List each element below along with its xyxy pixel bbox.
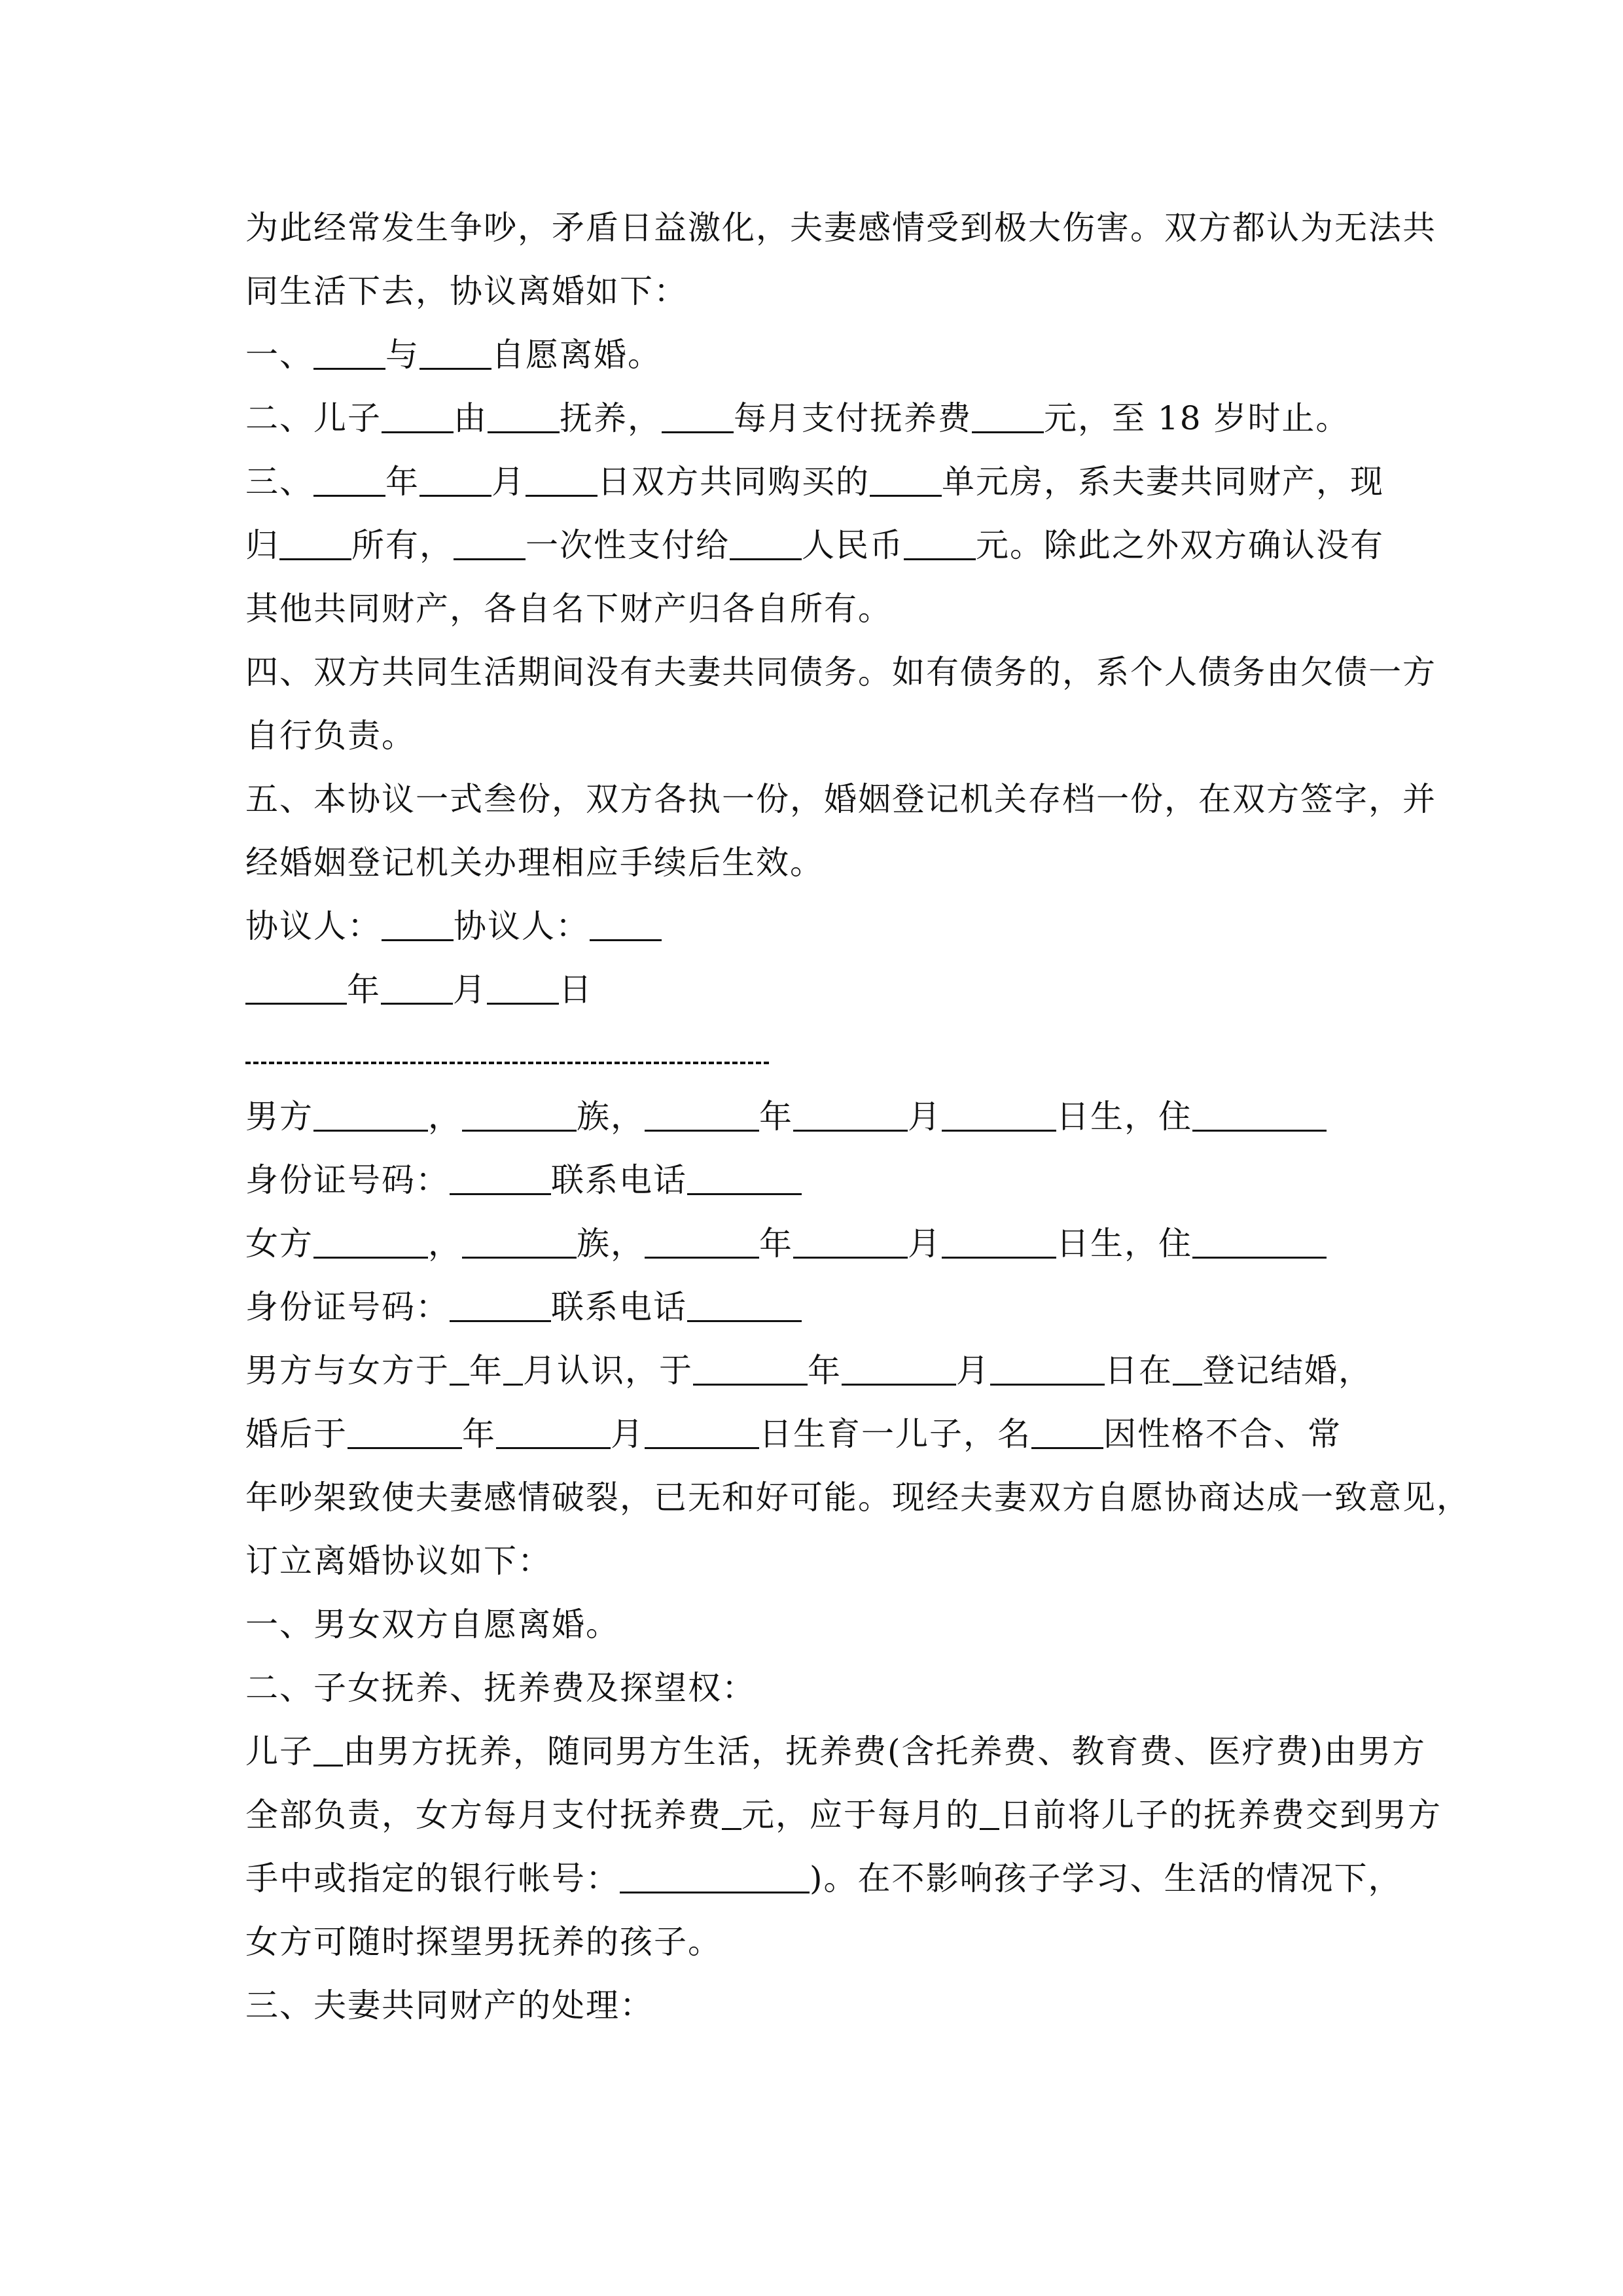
text: 族， [577, 1225, 645, 1263]
intro-line-1 [245, 196, 1436, 260]
text: 月 [908, 1098, 942, 1136]
blank-support-amount[interactable] [722, 1787, 741, 1830]
text: 月认识，于 [523, 1352, 693, 1390]
text: 联系电话 [551, 1288, 687, 1326]
blank-son-name[interactable] [382, 391, 454, 433]
text: 归 [245, 526, 279, 564]
female-info-line [245, 1212, 1384, 1276]
text: 年 [808, 1352, 842, 1390]
clause-3-line-2 [245, 514, 1384, 577]
document-page [245, 196, 1471, 2037]
blank-son-name[interactable] [313, 1724, 343, 1767]
blank-met-month[interactable] [503, 1343, 523, 1386]
text: 元，应于每月的 [741, 1796, 980, 1834]
blank-child-birth-year[interactable] [348, 1407, 462, 1449]
blank-met-year[interactable] [450, 1343, 469, 1386]
section-divider [245, 1022, 1384, 1085]
marriage-line-4 [245, 1530, 1384, 1593]
item-3-title [245, 1974, 1384, 2037]
signatory-label-2: 协议人： [454, 907, 590, 945]
text: 女方可随时探望男抚养的孩子。 [245, 1923, 722, 1961]
blank-year[interactable] [245, 962, 347, 1005]
text: 与 [385, 336, 419, 374]
text: 抚养， [560, 399, 662, 437]
text: 年 [759, 1098, 793, 1136]
text: 月 [956, 1352, 990, 1390]
clause-5-line-1 [245, 768, 1436, 831]
item-2-line-2 [245, 1784, 1442, 1847]
text: 元，至 18 岁时止。 [1044, 399, 1350, 437]
text: 三、夫妻共同财产的处理： [245, 1986, 654, 2024]
text: 四、双方共同生活期间没有夫妻共同债务。如有债务的，系个人债务由欠债一方 [245, 653, 1436, 691]
blank-party-a[interactable] [313, 327, 385, 370]
text: 年吵架致使夫妻感情破裂，已无和好可能。现经夫妻双方自愿协商达成一致意见， [245, 1479, 1471, 1516]
text: 月 [611, 1415, 645, 1453]
text: 人民币 [802, 526, 904, 564]
clause-3-line-3 [245, 577, 1384, 641]
text: 年 [462, 1415, 496, 1453]
text: 日双方共同购买的 [597, 463, 870, 501]
blank-owner[interactable] [279, 518, 351, 560]
text: 年 [347, 971, 381, 1009]
blank-female-birth-month[interactable] [793, 1216, 908, 1259]
blank-child-name[interactable] [1031, 1407, 1103, 1449]
item-1 [245, 1593, 1384, 1657]
text: 因性格不合、常 [1103, 1415, 1342, 1453]
text: 自愿离婚。 [491, 336, 662, 374]
blank-child-birth-month[interactable] [496, 1407, 611, 1449]
text: 由 [454, 399, 488, 437]
blank-marriage-month[interactable] [842, 1343, 956, 1386]
text: 日生，住 [1056, 1225, 1192, 1263]
clause-3-line-1 [245, 450, 1384, 514]
text: 五、本协议一式叁份，双方各执一份，婚姻登记机关存档一份，在双方签字，并 [245, 780, 1436, 818]
text: 身份证号码： [245, 1288, 450, 1326]
blank-male-address[interactable] [1192, 1089, 1327, 1132]
blank-female-name[interactable] [313, 1216, 428, 1259]
clause-4-line-2 [245, 704, 1384, 768]
text: 日生，住 [1056, 1098, 1192, 1136]
text: 订立离婚协议如下： [245, 1542, 552, 1580]
text: 为此经常发生争吵，矛盾日益激化，夫妻感情受到极大伤害。双方都认为无法共 [245, 209, 1436, 247]
male-id-line [245, 1149, 1384, 1212]
blank-month[interactable] [419, 454, 491, 497]
blank-male-id-number[interactable] [450, 1153, 551, 1195]
blank-bank-account[interactable] [620, 1851, 810, 1893]
marriage-line-1 [245, 1339, 1384, 1403]
text: 月 [491, 463, 526, 501]
blank-day[interactable] [526, 454, 597, 497]
text: 所有， [351, 526, 454, 564]
text: 同生活下去，协议离婚如下： [245, 272, 688, 310]
blank-child-birth-day[interactable] [645, 1407, 759, 1449]
text: 经婚姻登记机关办理相应手续后生效。 [245, 844, 824, 882]
blank-custodian[interactable] [488, 391, 560, 433]
item-2-line-1 [245, 1720, 1427, 1784]
blank-female-birth-year[interactable] [645, 1216, 759, 1259]
text: ， [428, 1098, 462, 1136]
text: ， [428, 1225, 462, 1263]
text: 每月支付抚养费 [734, 399, 972, 437]
blank-unit[interactable] [870, 454, 942, 497]
text: 联系电话 [551, 1161, 687, 1199]
text: 由男方抚养，随同男方生活，抚养费(含托养费、教育费、医疗费)由男方 [343, 1732, 1427, 1770]
blank-due-day[interactable] [980, 1787, 999, 1830]
blank-month[interactable] [381, 962, 453, 1005]
male-info-line [245, 1085, 1384, 1149]
date-line [245, 958, 1384, 1022]
blank-payee[interactable] [730, 518, 802, 560]
blank-marriage-day[interactable] [990, 1343, 1105, 1386]
text: 日前将儿子的抚养费交到男方 [999, 1796, 1442, 1834]
clause-2 [245, 387, 1384, 450]
blank-female-phone[interactable] [687, 1280, 802, 1322]
text: 女方 [245, 1225, 313, 1263]
divider-line [245, 1029, 769, 1064]
blank-female-id-number[interactable] [450, 1280, 551, 1322]
blank-marriage-year[interactable] [693, 1343, 808, 1386]
blank-female-address[interactable] [1192, 1216, 1327, 1259]
text: 单元房，系夫妻共同财产，现 [942, 463, 1384, 501]
text: 男方 [245, 1098, 313, 1136]
female-id-line [245, 1276, 1384, 1339]
clause-1 [245, 323, 1384, 387]
blank-rmb-amount[interactable] [904, 518, 976, 560]
text: 三、 [245, 463, 313, 501]
blank-male-birth-month[interactable] [793, 1089, 908, 1132]
signatory-label-1: 协议人： [245, 907, 382, 945]
item-2-title [245, 1657, 1384, 1720]
text: 身份证号码： [245, 1161, 450, 1199]
text: 全部负责，女方每月支付抚养费 [245, 1796, 722, 1834]
blank-male-birth-year[interactable] [645, 1089, 759, 1132]
blank-amount[interactable] [972, 391, 1044, 433]
blank-signatory-1[interactable] [382, 899, 454, 941]
text: 年 [759, 1225, 793, 1263]
text: 其他共同财产，各自名下财产归各自所有。 [245, 590, 892, 628]
text: 一次性支付给 [526, 526, 730, 564]
text: 男方与女方于 [245, 1352, 450, 1390]
clause-4-line-1 [245, 641, 1436, 704]
blank-male-birth-day[interactable] [942, 1089, 1056, 1132]
text: 日生育一儿子，名 [759, 1415, 1031, 1453]
text: 月 [908, 1225, 942, 1263]
item-2-line-3 [245, 1847, 1402, 1910]
text: 儿子 [245, 1732, 313, 1770]
blank-male-ethnicity[interactable] [462, 1089, 577, 1132]
text: 一、 [245, 336, 313, 374]
clause-5-line-2 [245, 831, 1384, 895]
text: 登记结婚， [1202, 1352, 1372, 1390]
text: 月 [453, 971, 487, 1009]
text: 婚后于 [245, 1415, 348, 1453]
blank-female-birth-day[interactable] [942, 1216, 1056, 1259]
blank-registry-place[interactable] [1173, 1343, 1202, 1386]
blank-male-name[interactable] [313, 1089, 428, 1132]
text: 自行负责。 [245, 717, 416, 755]
text: 二、子女抚养、抚养费及探望权： [245, 1669, 756, 1707]
intro-line-2 [245, 260, 1384, 323]
blank-payer[interactable] [662, 391, 734, 433]
text: 年 [469, 1352, 503, 1390]
text: 日在 [1105, 1352, 1173, 1390]
blank-male-phone[interactable] [687, 1153, 802, 1195]
blank-signatory-2[interactable] [590, 899, 662, 941]
blank-day[interactable] [487, 962, 559, 1005]
text: 手中或指定的银行帐号： [245, 1859, 620, 1897]
blank-party-b[interactable] [419, 327, 491, 370]
text: 族， [577, 1098, 645, 1136]
item-2-line-4 [245, 1910, 1384, 1974]
blank-year[interactable] [313, 454, 385, 497]
signatories-line [245, 895, 1384, 958]
text: 二、儿子 [245, 399, 382, 437]
text: 元。除此之外双方确认没有 [976, 526, 1384, 564]
blank-payer[interactable] [454, 518, 526, 560]
marriage-line-2 [245, 1403, 1384, 1466]
text: )。在不影响孩子学习、生活的情况下， [810, 1859, 1402, 1897]
marriage-line-3 [245, 1466, 1471, 1530]
text: 日 [559, 971, 593, 1009]
text: 一、男女双方自愿离婚。 [245, 1605, 620, 1643]
text: 年 [385, 463, 419, 501]
blank-female-ethnicity[interactable] [462, 1216, 577, 1259]
